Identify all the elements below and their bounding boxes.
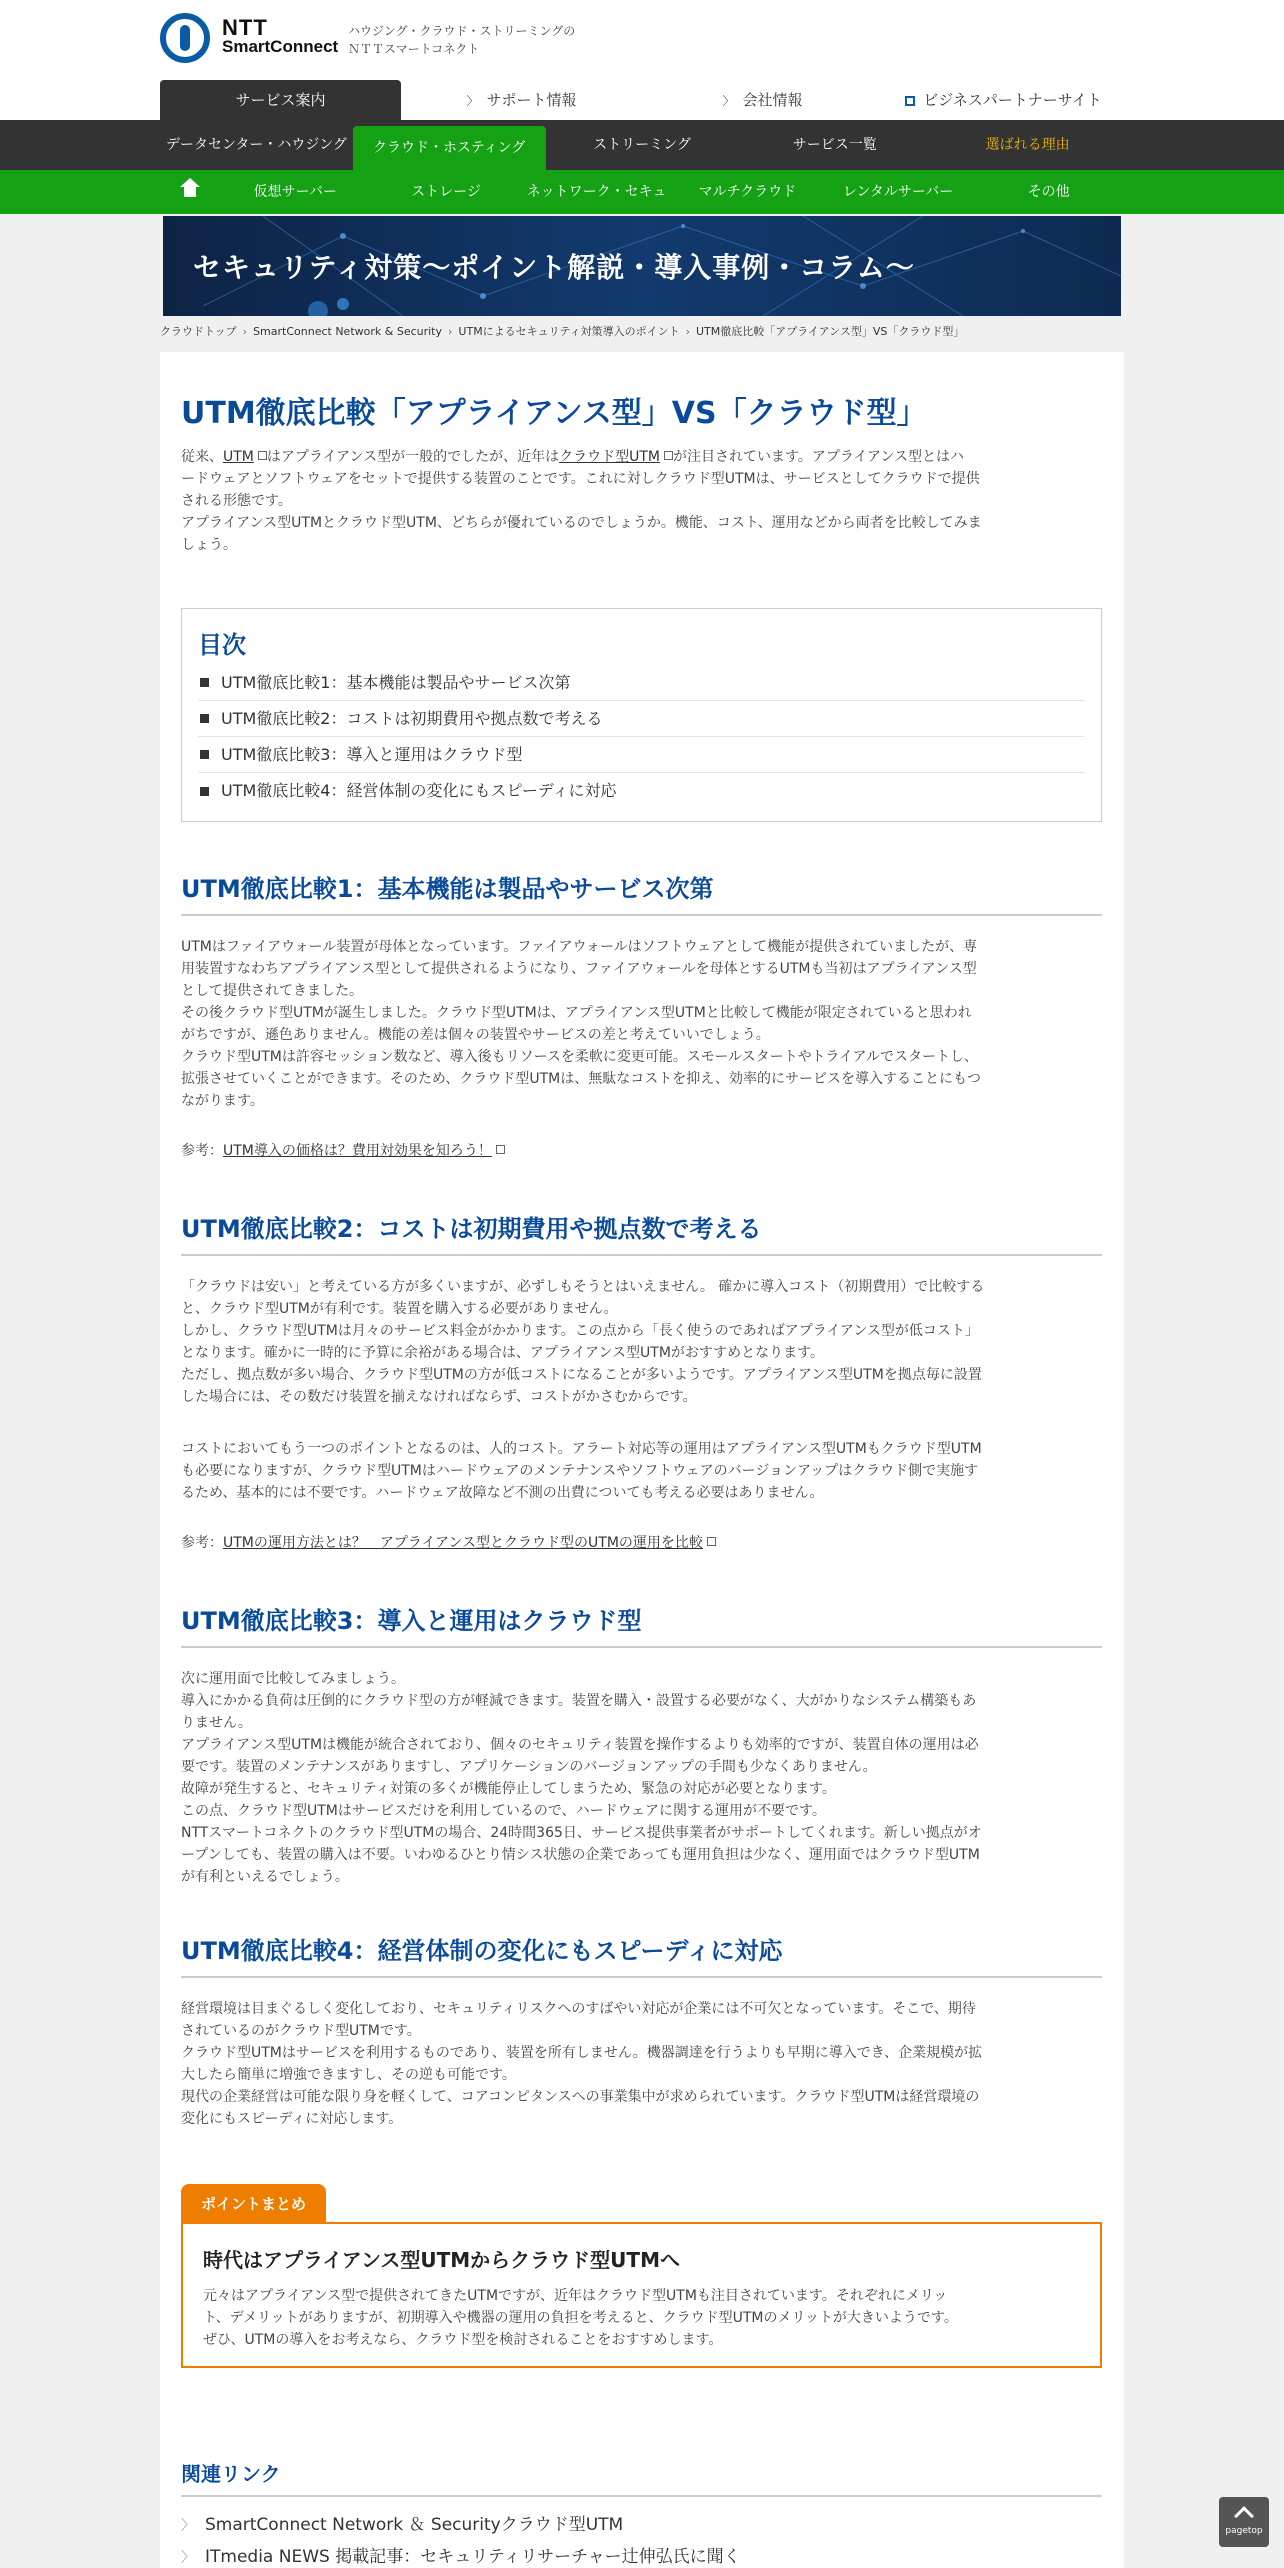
banner-title: セキュリティ対策～ポイント解説・導入事例・コラム～ [193, 251, 915, 284]
logo-smartconnect-text: SmartConnect [222, 37, 339, 56]
summary-text [203, 2285, 1080, 2351]
cloud-utm-link[interactable]: クラウド型UTM [559, 449, 660, 465]
paragraph-line: クラウド型UTMはサービスを利用するものであり、装置を所有しません。機器調達を行うよりも早期に導入でき、企業規模が拡 [181, 2045, 983, 2061]
section2-body-a [181, 1276, 1102, 1408]
paragraph-line: が有利といえるでしょう。 [181, 1869, 349, 1885]
window-icon [905, 96, 915, 106]
tagline-line2: ＮＴＴスマートコネクト [348, 42, 480, 56]
summary-line: ト、デメリットがありますが、初期導入や機器の運用の負担を考えると、クラウド型UTMのメリットが大きいようです。 [203, 2310, 958, 2326]
sub-nav [0, 170, 1284, 214]
intro-line: しょう。 [181, 537, 237, 553]
related-link-label: ITmedia NEWS 掲載記事：セキュリティリサーチャー辻伸弘氏に聞く [205, 2547, 741, 2567]
pagetop-button[interactable] [1219, 2497, 1269, 2547]
site-header [0, 0, 1284, 120]
paragraph-line: 用装置すなわちアプライアンス型として提供されるようになり、ファイアウォールを母体とするUTMも当初はアプライアンス型 [181, 961, 977, 977]
paragraph-line: UTMはファイアウォール装置が母体となっています。ファイアウォールはソフトウェアとして機能が提供されていましたが、専 [181, 939, 978, 955]
paragraph-line: 「クラウドは安い」と考えている方が多くいますが、必ずしもそうとはいえません。 確かに導入コスト（初期費用）で比較する [181, 1279, 985, 1295]
utility-nav-company-label: 会社情報 [742, 91, 803, 109]
section-heading: UTM徹底比較4：経営体制の変化にもスピーディに対応 [181, 1934, 1102, 1978]
sub-nav-home[interactable] [160, 170, 220, 214]
paragraph-line: NTTスマートコネクトのクラウド型UTMの場合、24時間365日、サービス提供事業者がサポートしてくれます。新しい拠点がオ [181, 1825, 982, 1841]
chevron-right-icon: › [685, 325, 690, 338]
page-title: UTM徹底比較「アプライアンス型」VS「クラウド型」 [181, 396, 927, 431]
chevron-right-icon: 〉 [466, 94, 479, 108]
toc-item[interactable] [198, 665, 1085, 701]
toc-item-label: UTM徹底比較3：導入と運用はクラウド型 [221, 744, 523, 764]
paragraph-line: されているのがクラウド型UTMです。 [181, 2023, 421, 2039]
paragraph-line: 導入にかかる負荷は圧倒的にクラウド型の方が軽減できます。装置を購入・設置する必要がなく、大がかりなシステム構築もあ [181, 1693, 977, 1709]
main-nav-reasons[interactable]: 選ばれる理由 [985, 137, 1070, 153]
paragraph-line: アプライアンス型UTMは機能が統合されており、個々のセキュリティ装置を操作するよりも効率的ですが、装置自体の運用は必 [181, 1737, 979, 1753]
section1-reference [181, 1140, 1102, 1162]
paragraph-line: も必要になりますが、クラウド型UTMはハードウェアのメンテナンスやソフトウェアのバージョンアップはクラウド側で実施す [181, 1463, 979, 1479]
external-link-icon [258, 451, 267, 460]
utility-nav-support-label: サポート情報 [486, 91, 577, 109]
external-link-icon [664, 451, 673, 460]
paragraph-line: 現代の企業経営は可能な限り身を軽くして、コアコンピタンスへの事業集中が求められています。クラウド型UTMは経営環境の [181, 2089, 980, 2105]
toc-item[interactable] [198, 701, 1085, 737]
main-nav [0, 120, 1284, 170]
intro-text: 従来、 [181, 449, 223, 465]
toc-item-label: UTM徹底比較1：基本機能は製品やサービス次第 [221, 672, 571, 692]
tagline-line1: ハウジング・クラウド・ストリーミングの [348, 24, 576, 38]
paragraph-line: 要です。装置のメンテナンスがありますし、アプリケーションのバージョンアップの手間も少なくありません。 [181, 1759, 877, 1775]
main-nav-datacenter[interactable]: データセンター・ハウジング [165, 137, 347, 153]
section2-body-b [181, 1438, 1102, 1504]
utility-nav-partner[interactable] [883, 80, 1124, 120]
related-links-title: 関連リンク [181, 2458, 1102, 2497]
breadcrumb [160, 316, 1124, 348]
summary-box [181, 2184, 1102, 2368]
intro-line: される形態です。 [181, 493, 292, 509]
paragraph-line: となります。確かに一時的に予算に余裕がある場合は、アプライアンス型UTMがおすすめとなります。 [181, 1345, 824, 1361]
logo-ntt-text: NTT [222, 15, 268, 40]
breadcrumb-item[interactable]: UTMによるセキュリティ対策導入のポイント [458, 325, 680, 338]
paragraph-line: 経営環境は目まぐるしく変化しており、セキュリティリスクへのすばやい対応が企業には不可欠となっています。そこで、期待 [181, 2001, 976, 2017]
paragraph-line: るため、基本的には不要です。ハードウェア故障など不測の出費についても考える必要はありません。 [181, 1485, 824, 1501]
section1-body [181, 936, 1102, 1112]
chevron-right-icon: 〉 [181, 2518, 195, 2534]
toc-item-label: UTM徹底比較4：経営体制の変化にもスピーディに対応 [221, 781, 617, 800]
ntt-logo-icon [160, 13, 210, 63]
paragraph-line: りません。 [181, 1715, 252, 1731]
sub-nav-multicloud[interactable]: マルチクラウド [698, 184, 797, 200]
related-link[interactable] [181, 2542, 741, 2567]
summary-line: ぜひ、UTMの導入をお考えなら、クラウド型を検討されることをおすすめします。 [203, 2332, 723, 2348]
page-banner [163, 216, 1121, 316]
utility-nav [160, 80, 1124, 120]
utility-nav-support[interactable] [401, 80, 642, 120]
section4-body [181, 1998, 1102, 2130]
square-bullet-icon [200, 750, 209, 759]
summary-title: 時代はアプライアンス型UTMからクラウド型UTMへ [203, 2248, 680, 2272]
toc-item[interactable] [198, 737, 1085, 773]
pagetop-label: pagetop [1225, 2526, 1263, 2536]
home-icon [181, 184, 199, 200]
reference-label: 参考： [181, 1535, 223, 1551]
summary-line: 元々はアプライアンス型で提供されてきたUTMですが、近年はクラウド型UTMも注目されています。それぞれにメリッ [203, 2288, 948, 2304]
external-link-icon [707, 1537, 716, 1546]
paragraph-line: ただし、拠点数が多い場合、クラウド型UTMの方が低コストになることが多いようです。アプライアンス型UTMを拠点毎に設置 [181, 1367, 982, 1383]
toc-title: 目次 [198, 631, 246, 659]
article-content [160, 352, 1124, 2568]
paragraph-line: として提供されてきました。 [181, 983, 363, 999]
utility-nav-services[interactable]: サービス案内 [160, 80, 401, 120]
main-nav-streaming[interactable]: ストリーミング [593, 137, 691, 153]
paragraph-line: しかし、クラウド型UTMは月々のサービス料金がかかります。この点から「長く使うのであればアプライアンス型が低コスト」 [181, 1323, 979, 1339]
summary-tab: ポイントまとめ [181, 2184, 326, 2222]
chevron-right-icon: › [448, 325, 453, 338]
breadcrumb-current: UTM徹底比較「アプライアンス型」VS「クラウド型」 [696, 325, 965, 338]
ntt-smartconnect-logo[interactable] [160, 13, 340, 63]
intro-line: ードウェアとソフトウェアをセットで提供する装置のことです。これに対しクラウド型UTMは、サービスとしてクラウドで提供 [181, 471, 980, 487]
utm-link[interactable]: UTM [223, 449, 254, 465]
paragraph-line: 次に運用面で比較してみましょう。 [181, 1671, 405, 1687]
toc-item[interactable] [198, 773, 1085, 809]
reference-link[interactable]: UTMの運用方法とは？ アプライアンス型とクラウド型のUTMの運用を比較 [223, 1535, 703, 1551]
paragraph-line: クラウド型UTMは許容セッション数など、導入後もリソースを柔軟に変更可能。スモールスタートやトライアルでスタートし、 [181, 1049, 978, 1065]
site-tagline [348, 22, 575, 58]
paragraph-line: コストにおいてもう一つのポイントとなるのは、人的コスト。アラート対応等の運用はアプライアンス型UTMもクラウド型UTM [181, 1441, 982, 1457]
toc-item-label: UTM徹底比較2：コストは初期費用や拠点数で考える [221, 708, 603, 728]
sub-nav-network-security[interactable]: ネットワーク・セキュ [526, 184, 667, 200]
section-heading: UTM徹底比較3：導入と運用はクラウド型 [181, 1604, 1102, 1648]
sub-nav-virtual-server[interactable]: 仮想サーバー [253, 184, 337, 200]
table-of-contents [181, 608, 1102, 822]
chevron-right-icon: 〉 [181, 2550, 195, 2566]
intro-paragraph [181, 446, 1102, 556]
paragraph-line: この点、クラウド型UTMはサービスだけを利用しているので、ハードウェアに関する運用が不要です。 [181, 1803, 826, 1819]
related-link-label: SmartConnect Network ＆ Securityクラウド型UTM [205, 2515, 624, 2535]
paragraph-line: ながります。 [181, 1093, 264, 1109]
section-heading: UTM徹底比較1：基本機能は製品やサービス次第 [181, 872, 1102, 916]
paragraph-line: 変化にもスピーディに対応します。 [181, 2111, 403, 2127]
main-nav-cloud[interactable]: クラウド・ホスティング [353, 126, 546, 170]
square-bullet-icon [200, 787, 209, 796]
utility-nav-partner-label: ビジネスパートナーサイト [923, 91, 1102, 109]
section-heading: UTM徹底比較2：コストは初期費用や拠点数で考える [181, 1212, 1102, 1256]
main-nav-service-list[interactable]: サービス一覧 [792, 137, 877, 153]
paragraph-line: と、クラウド型UTMが有利です。装置を購入する必要がありません。 [181, 1301, 618, 1317]
related-link[interactable] [181, 2510, 623, 2535]
square-bullet-icon [200, 678, 209, 687]
intro-text: が注目されています。アプライアンス型とはハ [672, 449, 965, 465]
section3-body [181, 1668, 1102, 1888]
sub-nav-storage[interactable]: ストレージ [411, 184, 481, 200]
reference-link[interactable]: UTM導入の価格は？費用対効果を知ろう！ [223, 1143, 492, 1159]
reference-label: 参考： [181, 1143, 223, 1159]
intro-text: はアプライアンス型が一般的でしたが、近年は [266, 449, 560, 465]
breadcrumb-item[interactable]: クラウドトップ [160, 325, 237, 338]
chevron-right-icon: › [242, 325, 248, 338]
sub-nav-other[interactable]: その他 [1027, 184, 1070, 200]
paragraph-line: ープンしても、装置の購入は不要。いわゆるひとり情シス状態の企業であっても運用負担は少なく、運用面ではクラウド型UTM [181, 1847, 980, 1863]
paragraph-line: その後クラウド型UTMが誕生しました。クラウド型UTMは、アプライアンス型UTMと比較して機能が限定されていると思われ [181, 1005, 972, 1021]
chevron-up-icon [1234, 2506, 1254, 2526]
paragraph-line: 故障が発生すると、セキュリティ対策の多くが機能停止してしまうため、緊急の対応が必要となります。 [181, 1781, 836, 1797]
section2-reference [181, 1532, 1102, 1554]
paragraph-line: した場合には、その数だけ装置を揃えなければならず、コストがかさむからです。 [181, 1389, 697, 1405]
sub-nav-rental-server[interactable]: レンタルサーバー [842, 184, 954, 200]
external-link-icon [496, 1145, 505, 1154]
breadcrumb-item[interactable]: SmartConnect Network & Security [253, 325, 443, 338]
utility-nav-company[interactable] [642, 80, 883, 120]
paragraph-line: がちですが、遜色ありません。機能の差は個々の装置やサービスの差と考えていいでしょう。 [181, 1027, 770, 1043]
paragraph-line: 大したら簡単に増強できますし、その逆も可能です。 [181, 2067, 516, 2083]
paragraph-line: 拡張させていくことができます。そのため、クラウド型UTMは、無駄なコストを抑え、効率的にサービスを導入することにもつ [181, 1071, 982, 1087]
square-bullet-icon [200, 714, 209, 723]
intro-line: アプライアンス型UTMとクラウド型UTM、どちらが優れているのでしょうか。機能、コスト、運用などから両者を比較してみま [181, 515, 982, 531]
chevron-right-icon: 〉 [722, 94, 735, 108]
